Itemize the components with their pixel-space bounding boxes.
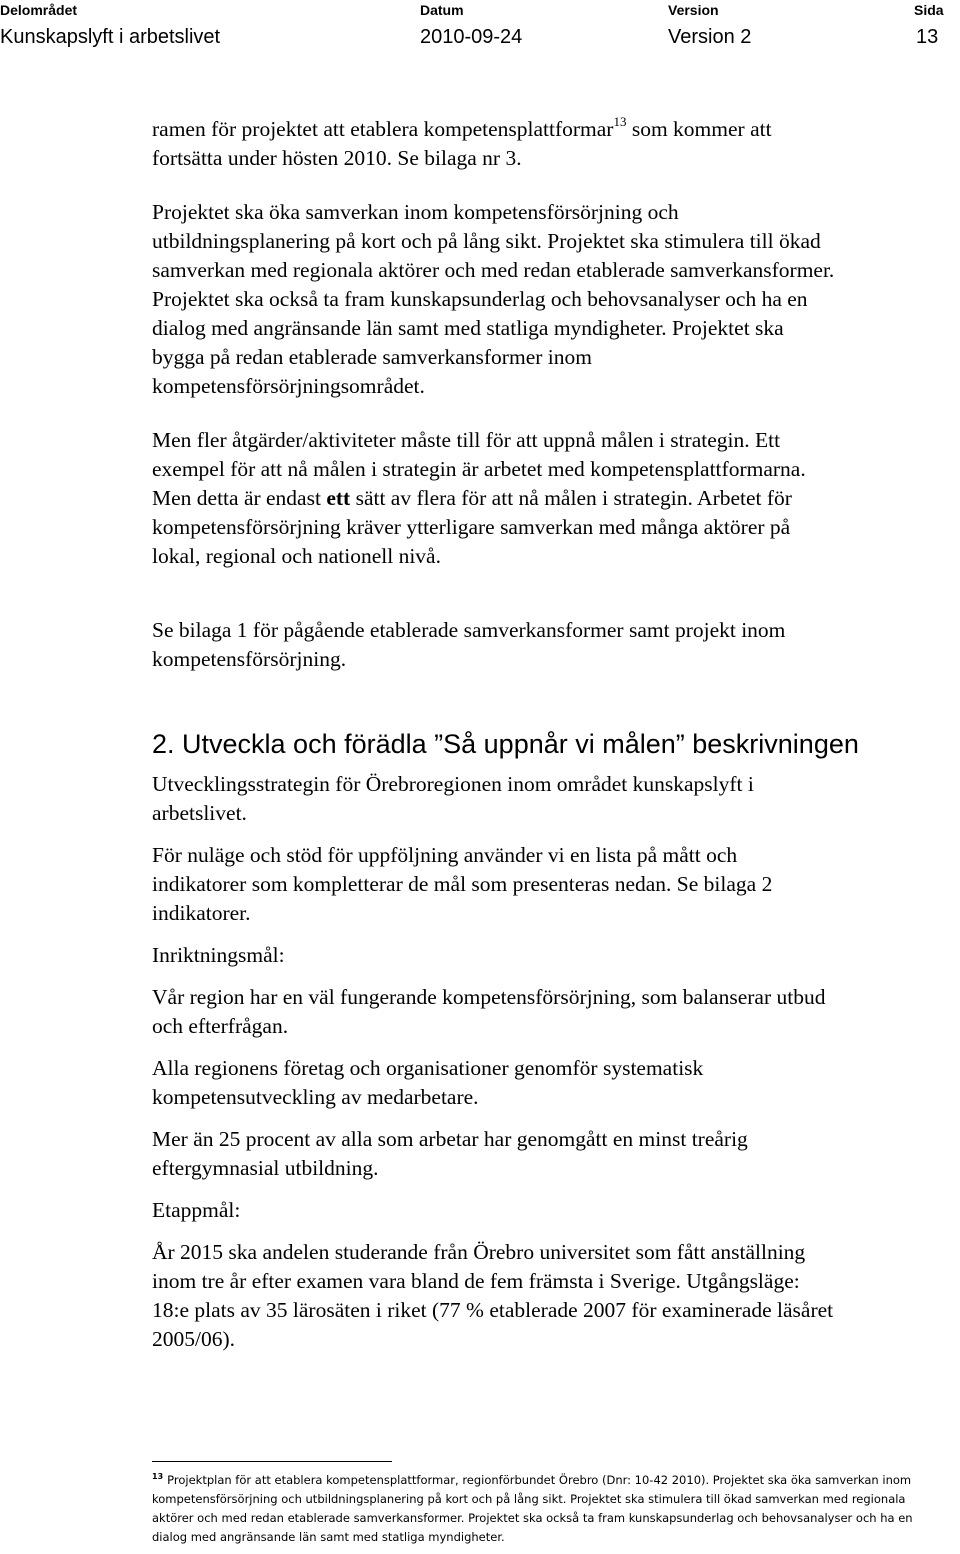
- footnote-line: kompetensförsörjning och utbildningsplanering på kort och på lång sikt. Projektet ska stimulera till ökad samverkan med regionala: [152, 1492, 906, 1506]
- paragraph-line: bygga på redan etablerade samverkansformer inom: [152, 345, 592, 369]
- header-area-label: Delområdet: [0, 2, 78, 18]
- header-page-number: 13: [916, 26, 939, 48]
- paragraph-line: indikatorer.: [152, 901, 251, 925]
- header-date-label: Datum: [420, 2, 464, 18]
- paragraph-line: indikatorer som kompletterar de mål som presenteras nedan. Se bilaga 2: [152, 872, 773, 896]
- emphasis-text: ett: [326, 486, 351, 510]
- text-run: sätt av flera för att nå målen i strategin. Arbetet för: [350, 486, 792, 510]
- paragraph-line: Utvecklingsstrategin för Örebroregionen inom området kunskapslyft i: [152, 772, 754, 796]
- paragraph-line: inom tre år efter examen vara bland de fem främsta i Sverige. Utgångsläge:: [152, 1269, 800, 1293]
- label-inriktningsmal: Inriktningsmål:: [152, 943, 285, 967]
- paragraph-line: Se bilaga 1 för pågående etablerade samverkansformer samt projekt inom: [152, 618, 786, 642]
- footnote-number: 13: [152, 1472, 164, 1481]
- paragraph-line: Projektet ska också ta fram kunskapsunderlag och behovsanalyser och ha en: [152, 287, 808, 311]
- text-run: Projektplan för att etablera kompetensplattformar, regionförbundet Örebro (Dnr: 10-42 2010). Projektet ska öka samverkan inom: [167, 1473, 912, 1487]
- paragraph-line: eftergymnasial utbildning.: [152, 1156, 379, 1180]
- paragraph-platform-intro: [152, 115, 952, 173]
- footnote-line: [152, 1471, 952, 1490]
- paragraph-indicators: [152, 841, 952, 928]
- goal-competence-supply: [152, 983, 952, 1041]
- paragraph-line: exempel för att nå målen i strategin är arbetet med kompetensplattformarna.: [152, 457, 806, 481]
- paragraph-line: lokal, regional och nationell nivå.: [152, 544, 441, 568]
- paragraph-line: kompetensförsörjning kräver ytterligare samverkan med många aktörer på: [152, 515, 791, 539]
- footnote-line: aktörer och med redan etablerade samverkansformer. Projektet ska också ta fram kunskapsunderlag och behovsanalyser och ha en: [152, 1511, 913, 1525]
- paragraph-line: kompetensförsörjningsområdet.: [152, 374, 425, 398]
- header-version-label: Version: [668, 2, 719, 18]
- paragraph-line: Men fler åtgärder/aktiviteter måste till för att uppnå målen i strategin. Ett: [152, 428, 781, 452]
- text-run: ramen för projektet att etablera kompetensplattformar: [152, 117, 614, 141]
- paragraph-line: [152, 484, 952, 513]
- paragraph-line: [152, 115, 952, 144]
- paragraph-line: Vår region har en väl fungerande kompetensförsörjning, som balanserar utbud: [152, 985, 826, 1009]
- header-date-value: 2010-09-24: [420, 26, 523, 48]
- paragraph-line: 2005/06).: [152, 1327, 236, 1351]
- text-run: Men detta är endast: [152, 486, 327, 510]
- paragraph-line: Alla regionens företag och organisationer genomför systematisk: [152, 1056, 704, 1080]
- header-area-value: Kunskapslyft i arbetslivet: [0, 26, 221, 48]
- footnote-reference: 13: [613, 114, 627, 129]
- text-run: som kommer att: [626, 117, 772, 141]
- paragraph-line: och efterfrågan.: [152, 1014, 289, 1038]
- paragraph-line: fortsätta under hösten 2010. Se bilaga nr 3.: [152, 146, 522, 170]
- paragraph-more-actions: [152, 426, 952, 571]
- paragraph-line: År 2015 ska andelen studerande från Örebro universitet som fått anställning: [152, 1240, 806, 1264]
- paragraph-strategy: [152, 770, 952, 828]
- paragraph-line: arbetslivet.: [152, 801, 247, 825]
- goal-higher-education: [152, 1125, 952, 1183]
- section-heading: 2. Utveckla och förädla ”Så uppnår vi målen” beskrivningen: [152, 729, 859, 759]
- paragraph-line: Projektet ska öka samverkan inom kompetensförsörjning och: [152, 200, 679, 224]
- footnote-separator: [152, 1461, 392, 1462]
- paragraph-line: samverkan med regionala aktörer och med redan etablerade samverkansformer.: [152, 258, 835, 282]
- paragraph-line: 18:e plats av 35 lärosäten i riket (77 % etablerade 2007 för examinerade läsåret: [152, 1298, 834, 1322]
- paragraph-line: dialog med angränsande län samt med statliga myndigheter. Projektet ska: [152, 316, 784, 340]
- paragraph-appendix-reference: [152, 616, 952, 674]
- header-version-value: Version 2: [668, 26, 752, 48]
- label-etappmal: Etappmål:: [152, 1198, 241, 1222]
- paragraph-line: Mer än 25 procent av alla som arbetar har genomgått en minst treårig: [152, 1127, 748, 1151]
- header-page-label: Sida: [914, 2, 944, 18]
- paragraph-line: För nuläge och stöd för uppföljning använder vi en lista på mått och: [152, 843, 738, 867]
- paragraph-project-goals: [152, 198, 952, 401]
- goal-university-employment: [152, 1238, 952, 1354]
- paragraph-line: utbildningsplanering på kort och på lång sikt. Projektet ska stimulera till ökad: [152, 229, 821, 253]
- paragraph-line: kompetensutveckling av medarbetare.: [152, 1085, 479, 1109]
- footnote: [152, 1471, 952, 1547]
- paragraph-line: kompetensförsörjning.: [152, 647, 347, 671]
- goal-competence-development: [152, 1054, 952, 1112]
- footnote-line: dialog med angränsande län samt med statliga myndigheter.: [152, 1530, 505, 1544]
